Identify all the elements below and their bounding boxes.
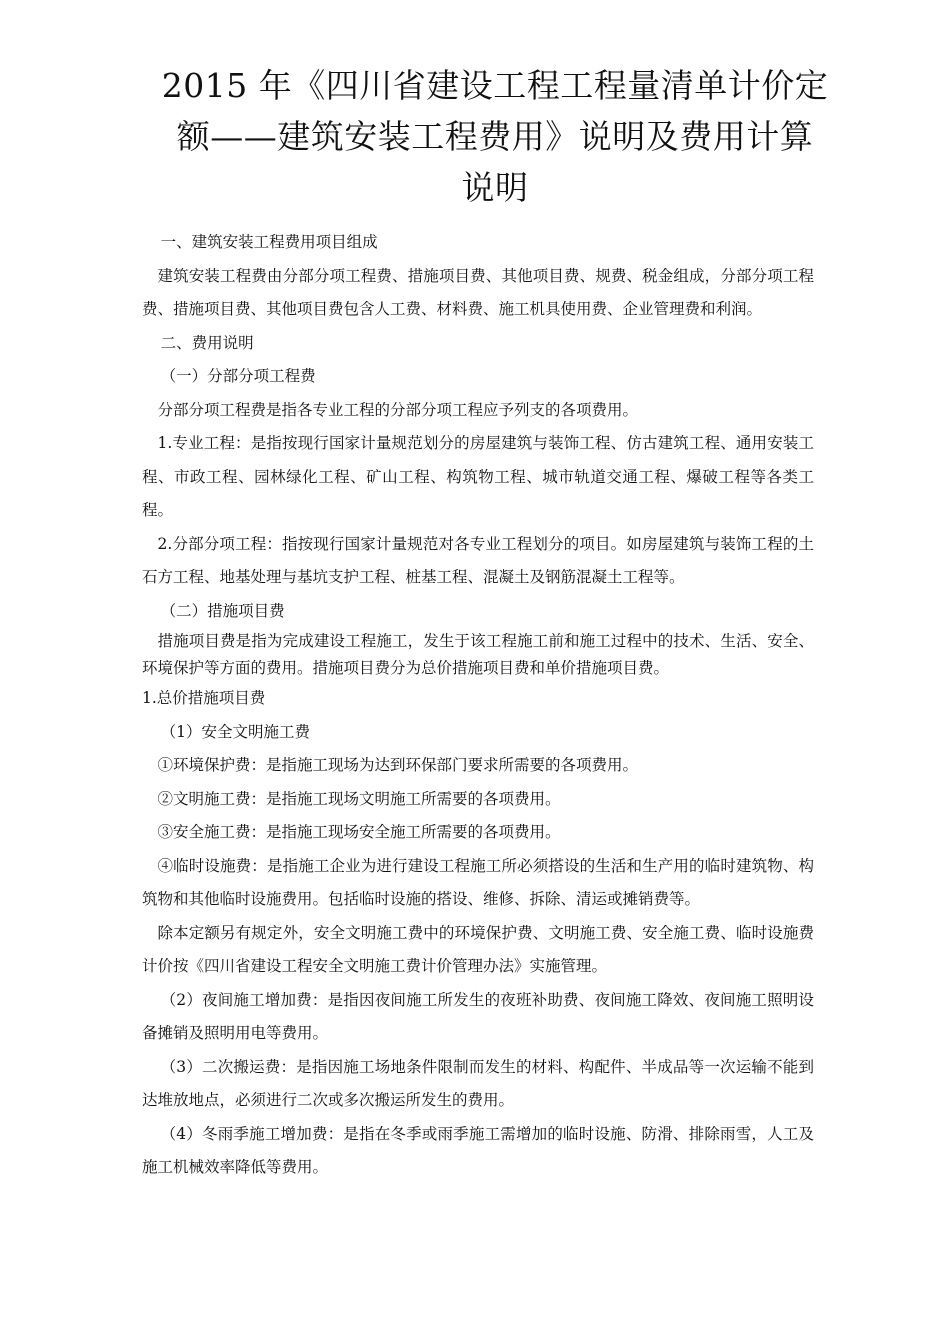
section-heading-composition: 一、建筑安装工程费用项目组成 <box>160 233 378 251</box>
document-title <box>140 60 850 213</box>
section-heading-fee-description: 二、费用说明 <box>160 333 254 352</box>
paragraph-night-construction: （2）夜间施工增加费：是指因夜间施工所发生的夜班补助费、夜间施工降效、夜间施工照明设备摊销及照明用电等费用。 <box>142 990 814 1042</box>
title-line-3: 说明 <box>461 168 529 207</box>
subsection-heading-measures-fee: （二）措施项目费 <box>160 601 285 620</box>
paragraph-safety-management-rule: 除本定额另有规定外，安全文明施工费中的环境保护费、文明施工费、安全施工费、临时设施费计价按《四川省建设工程安全文明施工费计价管理办法》实施管理。 <box>142 923 814 975</box>
paragraph-itemized-fee: 分部分项工程费是指各专业工程的分部分项工程应予列支的各项费用。 <box>157 400 639 419</box>
paragraph-safe-construction: ③安全施工费：是指施工现场安全施工所需要的各项费用。 <box>157 823 561 841</box>
item-heading-lump-sum-measures: 1.总价措施项目费 <box>142 689 266 707</box>
subsection-heading-itemized-fee: （一）分部分项工程费 <box>160 367 316 385</box>
title-line-1: 2015 年《四川省建设工程工程量清单计价定 <box>161 66 829 105</box>
item-heading-safety-civilized: （1）安全文明施工费 <box>160 722 310 741</box>
paragraph-secondary-handling: （3）二次搬运费：是指因施工场地条件限制而发生的材料、构配件、半成品等一次运输不能到达堆放地点，必须进行二次或多次搬运所发生的费用。 <box>142 1057 814 1109</box>
document-body <box>142 226 814 1185</box>
paragraph-civilized-construction: ②文明施工费：是指施工现场文明施工所需要的各项费用。 <box>157 789 561 808</box>
paragraph-temporary-facilities: ④临时设施费：是指施工企业为进行建设工程施工所必须搭设的生活和生产用的临时建筑物、构筑物和其他临时设施费用。包括临时设施的搭设、维修、拆除、清运或摊销费等。 <box>142 856 814 908</box>
title-line-2: 额——建筑安装工程费用》说明及费用计算 <box>176 117 814 156</box>
paragraph-itemized-works: 2.分部分项工程：指按现行国家计量规范对各专业工程划分的项目。如房屋建筑与装饰工程的土石方工程、地基处理与基坑支护工程、桩基工程、混凝土及钢筋混凝土工程等。 <box>142 534 814 586</box>
paragraph-composition: 建筑安装工程费由分部分项工程费、措施项目费、其他项目费、规费、税金组成，分部分项工程费、措施项目费、其他项目费包含人工费、材料费、施工机具使用费、企业管理费和利润。 <box>142 266 814 318</box>
paragraph-environment-protection: ①环境保护费：是指施工现场为达到环保部门要求所需要的各项费用。 <box>157 756 639 774</box>
paragraph-measures-fee: 措施项目费是指为完成建设工程施工，发生于该工程施工前和施工过程中的技术、生活、安全、环境保护等方面的费用。措施项目费分为总价措施项目费和单价措施项目费。 <box>142 632 814 677</box>
paragraph-professional-works: 1.专业工程：是指按现行国家计量规范划分的房屋建筑与装饰工程、仿古建筑工程、通用安装工程、市政工程、园林绿化工程、矿山工程、构筑物工程、城市轨道交通工程、爆破工程等各类工程。 <box>142 434 814 519</box>
paragraph-winter-rain-construction: （4）冬雨季施工增加费：是指在冬季或雨季施工需增加的临时设施、防滑、排除雨雪，人工及施工机械效率降低等费用。 <box>142 1124 814 1176</box>
